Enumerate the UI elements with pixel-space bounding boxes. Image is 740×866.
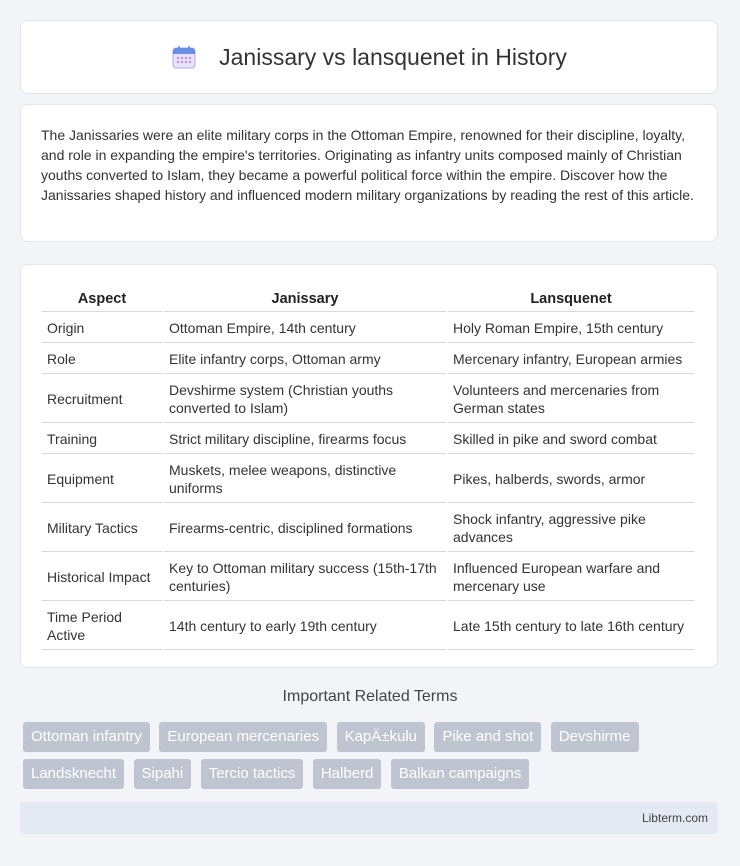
cell-aspect: Equipment (42, 456, 162, 503)
cell-aspect: Role (42, 345, 162, 374)
related-term-tag[interactable]: Balkan campaigns (391, 759, 530, 789)
cell-janissary: Elite infantry corps, Ottoman army (164, 345, 446, 374)
table-row (42, 376, 694, 423)
cell-janissary: 14th century to early 19th century (164, 603, 446, 650)
cell-aspect: Training (42, 425, 162, 454)
cell-lansquenet: Skilled in pike and sword combat (448, 425, 694, 454)
header-lansquenet: Lansquenet (448, 287, 694, 312)
related-term-tag[interactable]: Ottoman infantry (23, 722, 150, 752)
calendar-icon (171, 44, 197, 70)
related-term-tag[interactable]: Halberd (313, 759, 382, 789)
header-aspect: Aspect (42, 287, 162, 312)
cell-lansquenet: Shock infantry, aggressive pike advances (448, 505, 694, 552)
comparison-table (40, 285, 696, 652)
cell-lansquenet: Late 15th century to late 16th century (448, 603, 694, 650)
table-row (42, 603, 694, 650)
table-row (42, 554, 694, 601)
table-row (42, 456, 694, 503)
cell-aspect: Time Period Active (42, 603, 162, 650)
related-term-tag[interactable]: Devshirme (551, 722, 639, 752)
cell-aspect: Origin (42, 314, 162, 343)
cell-aspect: Historical Impact (42, 554, 162, 601)
cell-janissary: Strict military discipline, firearms focus (164, 425, 446, 454)
intro-card (20, 104, 718, 242)
cell-janissary: Key to Ottoman military success (15th-17th centuries) (164, 554, 446, 601)
header-card (20, 20, 718, 94)
cell-janissary: Muskets, melee weapons, distinctive uniforms (164, 456, 446, 503)
related-term-tag[interactable]: Sipahi (134, 759, 192, 789)
related-terms-title: Important Related Terms (282, 688, 458, 705)
footer-site-link[interactable]: Libterm.com (641, 811, 708, 825)
related-terms-list (23, 722, 723, 796)
footer (20, 802, 718, 834)
related-term-tag[interactable]: Landsknecht (23, 759, 124, 789)
related-term-tag[interactable]: KapÄ±kulu (337, 722, 425, 752)
related-term-tag[interactable]: Pike and shot (434, 722, 541, 752)
cell-aspect: Military Tactics (42, 505, 162, 552)
cell-janissary: Firearms-centric, disciplined formations (164, 505, 446, 552)
table-header-row (42, 287, 694, 312)
related-term-tag[interactable]: Tercio tactics (201, 759, 304, 789)
cell-aspect: Recruitment (42, 376, 162, 423)
cell-janissary: Devshirme system (Christian youths converted to Islam) (164, 376, 446, 423)
table-row (42, 314, 694, 343)
cell-lansquenet: Influenced European warfare and mercenary use (448, 554, 694, 601)
cell-lansquenet: Volunteers and mercenaries from German states (448, 376, 694, 423)
cell-lansquenet: Pikes, halberds, swords, armor (448, 456, 694, 503)
cell-lansquenet: Holy Roman Empire, 15th century (448, 314, 694, 343)
cell-lansquenet: Mercenary infantry, European armies (448, 345, 694, 374)
cell-janissary: Ottoman Empire, 14th century (164, 314, 446, 343)
intro-text: The Janissaries were an elite military corps in the Ottoman Empire, renowned for their discipline, loyalty, and role in expanding the empire's territories. Originating as infantry units composed mainly of Christian youths converted to Islam, they became a powerful political force within the empire. Discover how the Janissaries shaped history and influenced modern military organizations by reading the rest of this article. (41, 127, 694, 203)
comparison-table-card (20, 264, 718, 668)
header-janissary: Janissary (164, 287, 446, 312)
related-term-tag[interactable]: European mercenaries (159, 722, 327, 752)
page-title: Janissary vs lansquenet in History (219, 43, 567, 70)
table-row (42, 425, 694, 454)
table-row (42, 345, 694, 374)
table-row (42, 505, 694, 552)
